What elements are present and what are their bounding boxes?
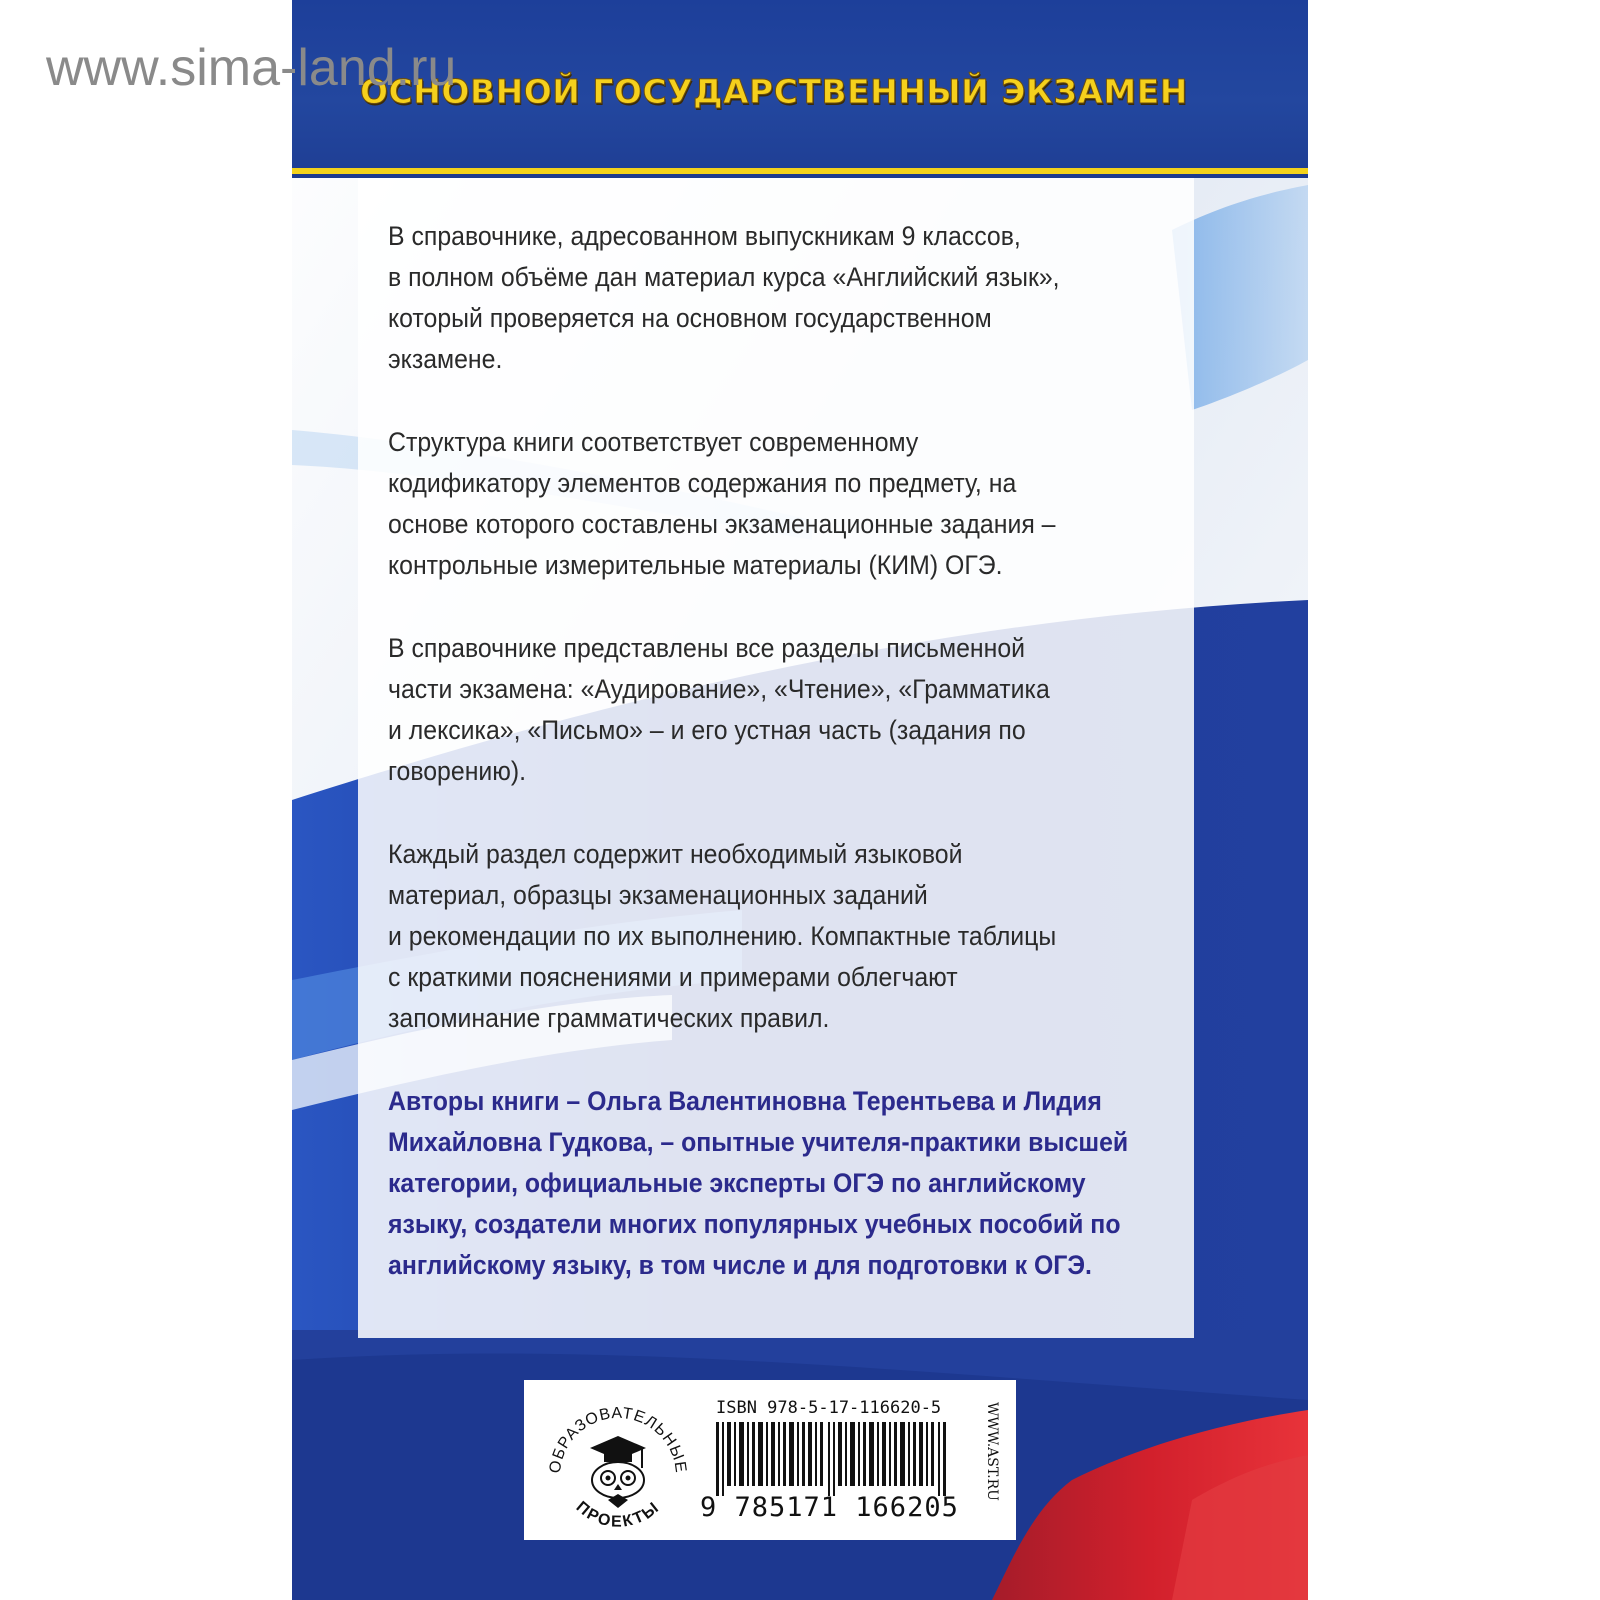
authors-line: Михайловна Гудкова, – опытные учителя-практики высшей [388, 1127, 1129, 1157]
paragraph-line: и рекомендации по их выполнению. Компактные таблицы [388, 921, 1057, 951]
logo-bottom-text: ПРОЕКТЫ [572, 1498, 664, 1531]
paragraph-line: материал, образцы экзаменационных заданий [388, 880, 928, 910]
paragraph-line: В справочнике представлены все разделы письменной [388, 633, 1026, 663]
paragraph-line: и лексика», «Письмо» – и его устная часть (задания по [388, 715, 1026, 745]
book-back-cover [292, 0, 1308, 1600]
authors-paragraph [388, 1081, 1129, 1286]
series-title: ОСНОВНОЙ ГОСУДАРСТВЕННЫЙ ЭКЗАМЕН [360, 72, 1188, 111]
barcode-icon [716, 1422, 956, 1496]
paragraph-3 [388, 628, 1106, 792]
paragraph-2 [388, 422, 1106, 586]
paragraph-line: Каждый раздел содержит необходимый языковой [388, 839, 963, 869]
authors-line: языку, создатели многих популярных учебных пособий по [388, 1209, 1121, 1239]
paragraph-line: говорению). [388, 756, 527, 786]
paragraph-line: основе которого составлены экзаменационные задания – [388, 509, 1056, 539]
paragraph-line: кодификатору элементов содержания по предмету, на [388, 468, 1017, 498]
isbn-label: ISBN 978-5-17-116620-5 [716, 1398, 942, 1418]
paragraph-line: контрольные измерительные материалы (КИМ) ОГЭ. [388, 550, 1003, 580]
paragraph-4 [388, 834, 1106, 1039]
barcode-box [524, 1380, 1016, 1540]
paragraph-line: с краткими пояснениями и примерами облегчают [388, 962, 958, 992]
authors-line: категории, официальные эксперты ОГЭ по английскому [388, 1168, 1086, 1198]
paragraph-line: который проверяется на основном государственном [388, 303, 992, 333]
paragraph-line: запоминание грамматических правил. [388, 1003, 830, 1033]
authors-line: Авторы книги – Ольга Валентиновна Терентьева и Лидия [388, 1086, 1102, 1116]
paragraph-line: в полном объёме дан материал курса «Английский язык», [388, 262, 1060, 292]
publisher-logo [538, 1386, 698, 1536]
paragraph-line: части экзамена: «Аудирование», «Чтение», «Грамматика [388, 674, 1050, 704]
owl-graduate-icon [590, 1436, 646, 1508]
paragraph-line: Структура книги соответствует современному [388, 427, 919, 457]
paragraph-line: экзамене. [388, 344, 503, 374]
logo-top-text: ОБРАЗОВАТЕЛЬНЫЕ [546, 1404, 690, 1475]
watermark: www.sima-land.ru [46, 39, 457, 97]
paragraph-line: В справочнике, адресованном выпускникам 9 классов, [388, 221, 1021, 251]
publisher-url: WWW.AST.RU [984, 1402, 1000, 1501]
paragraph-1 [388, 216, 1106, 380]
barcode-digits: 9 785171 166205 [700, 1492, 959, 1523]
authors-line: английскому языку, в том числе и для подготовки к ОГЭ. [388, 1250, 1092, 1280]
